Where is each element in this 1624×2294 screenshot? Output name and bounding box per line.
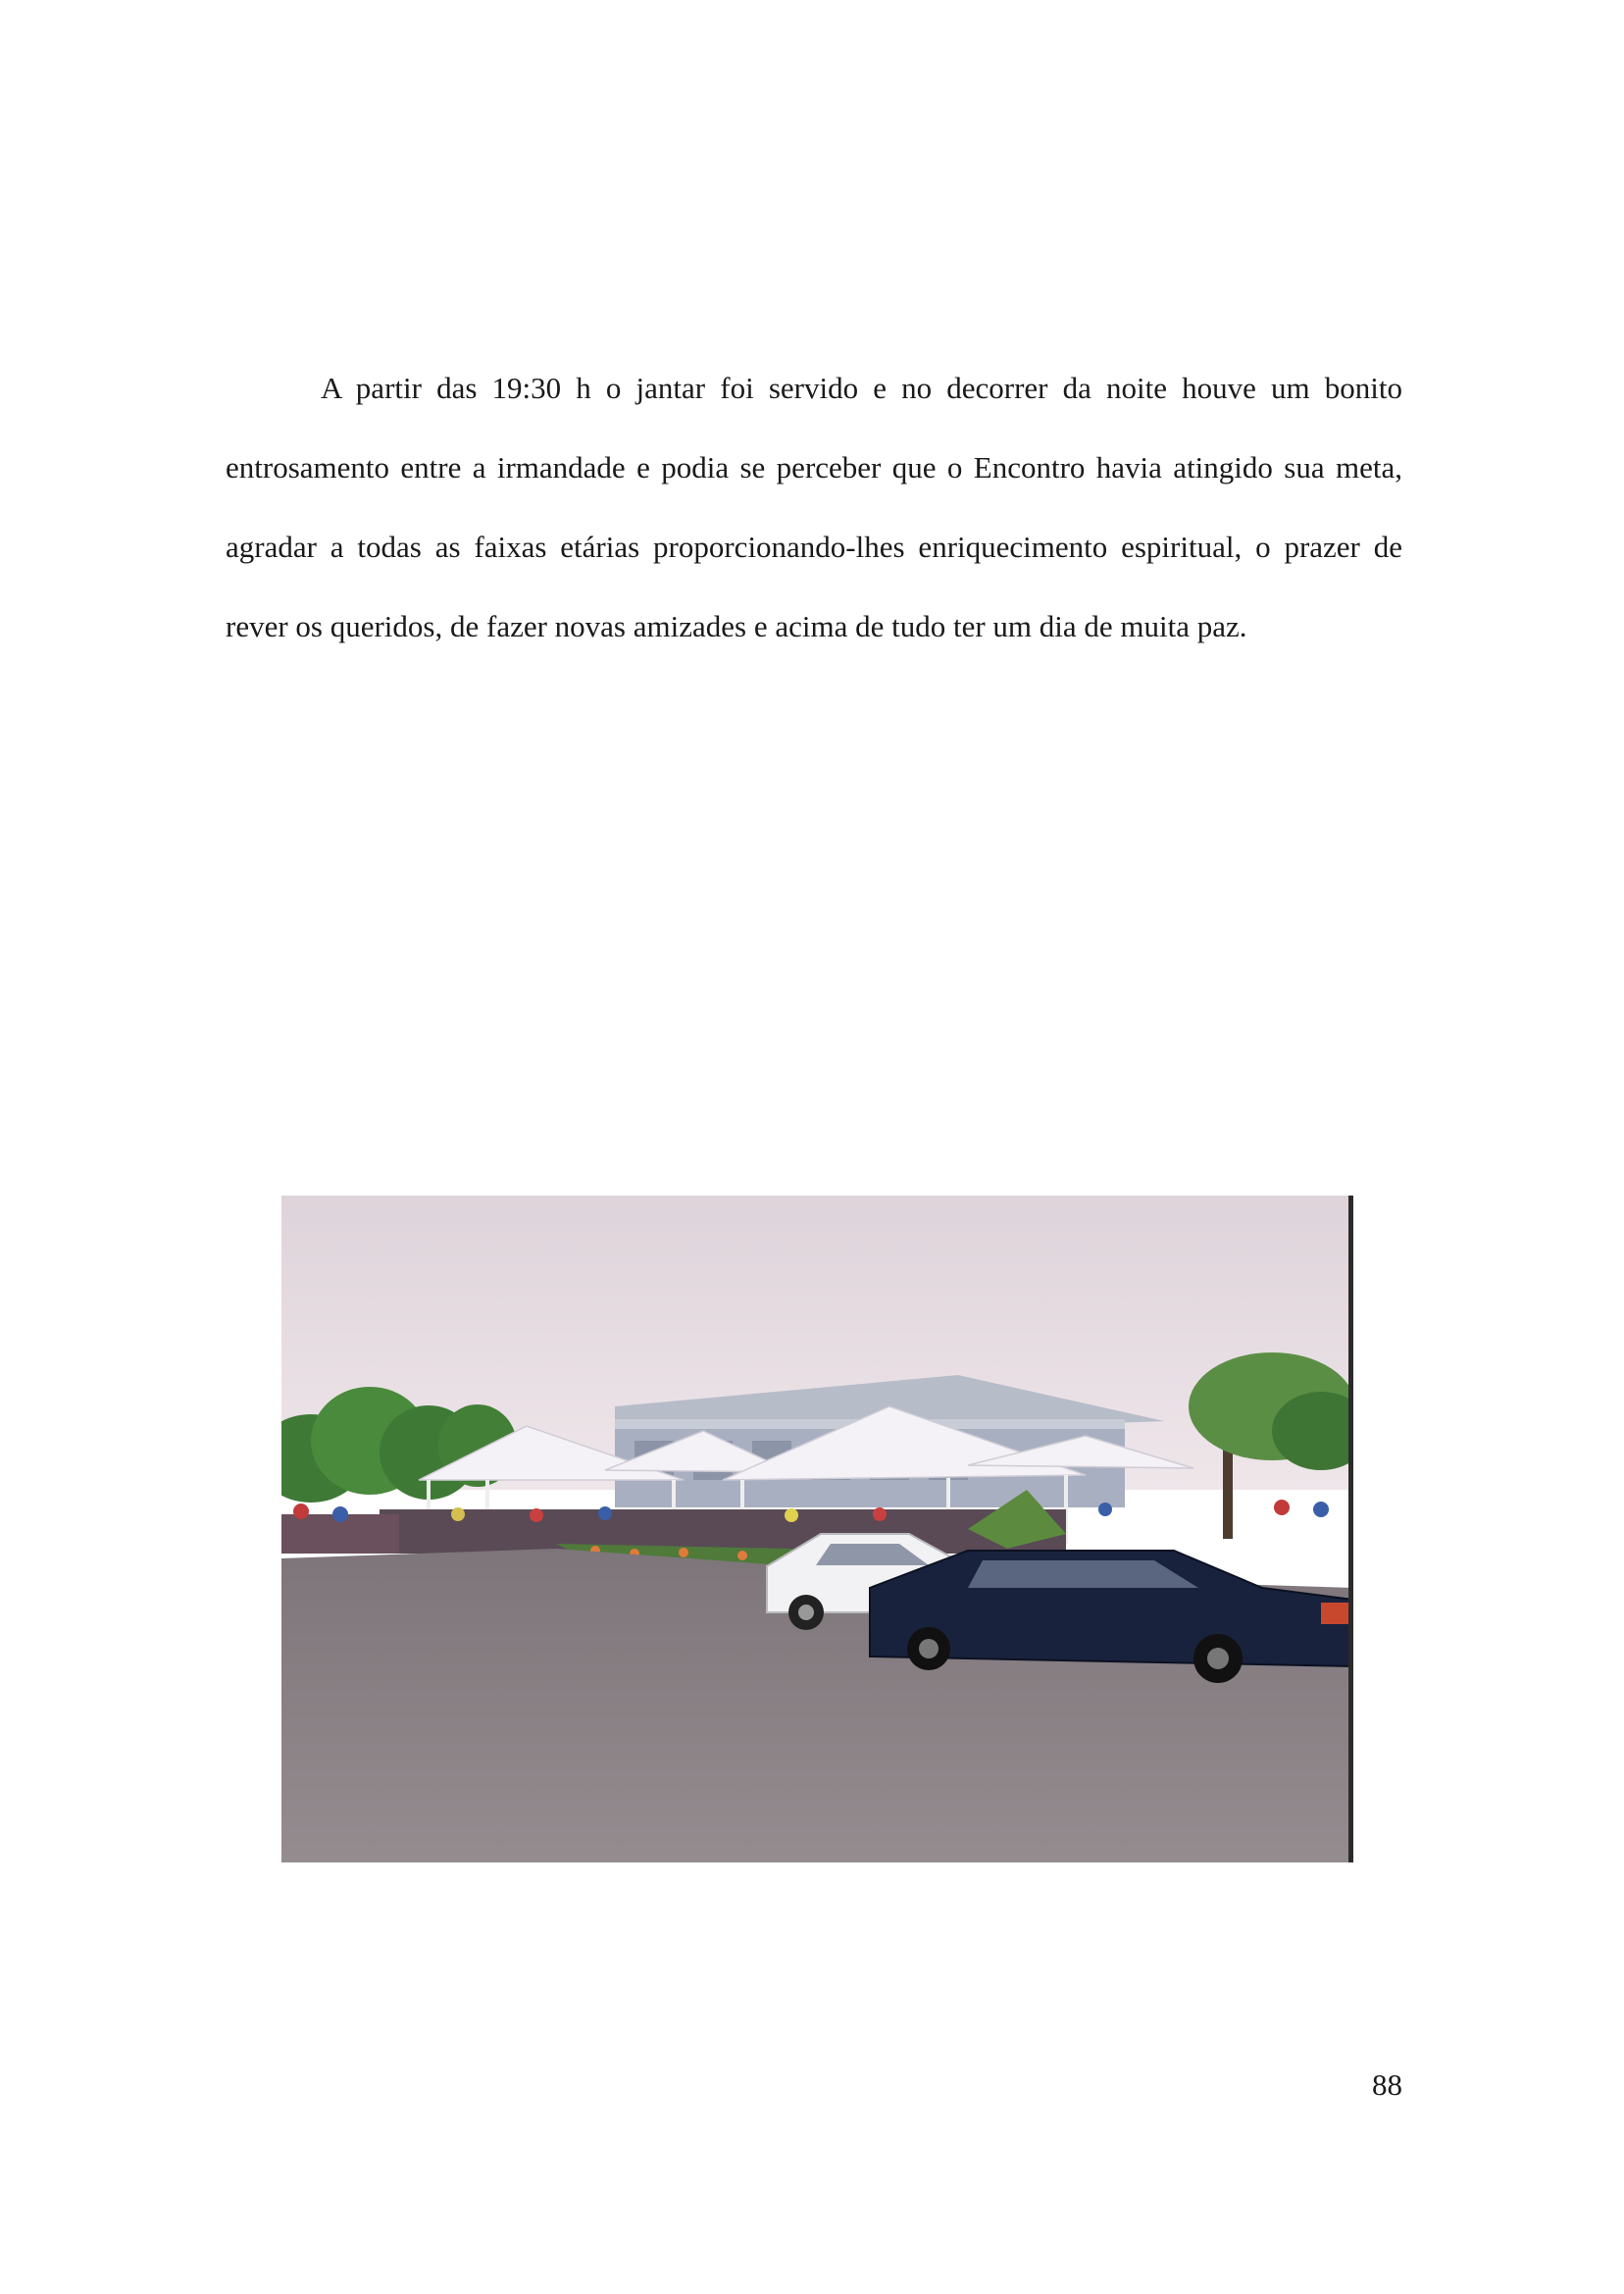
photo-border [1348,1196,1353,1862]
event-photo-illustration [281,1196,1353,1862]
page-number: 88 [1372,2067,1402,2102]
event-photo [281,1196,1353,1862]
body-paragraph: A partir das 19:30 h o jantar foi servido e no decorrer da noite houve um bonito entrosamento entre a irmandade e podia se perceber que o Encontro havia atingido sua meta, agradar a todas as faixas etárias proporcionando-lhes enriquecimento espiritual, o prazer de rever os queridos, de fazer novas amizades e acima de tudo ter um dia de muita paz. [226,371,1402,643]
